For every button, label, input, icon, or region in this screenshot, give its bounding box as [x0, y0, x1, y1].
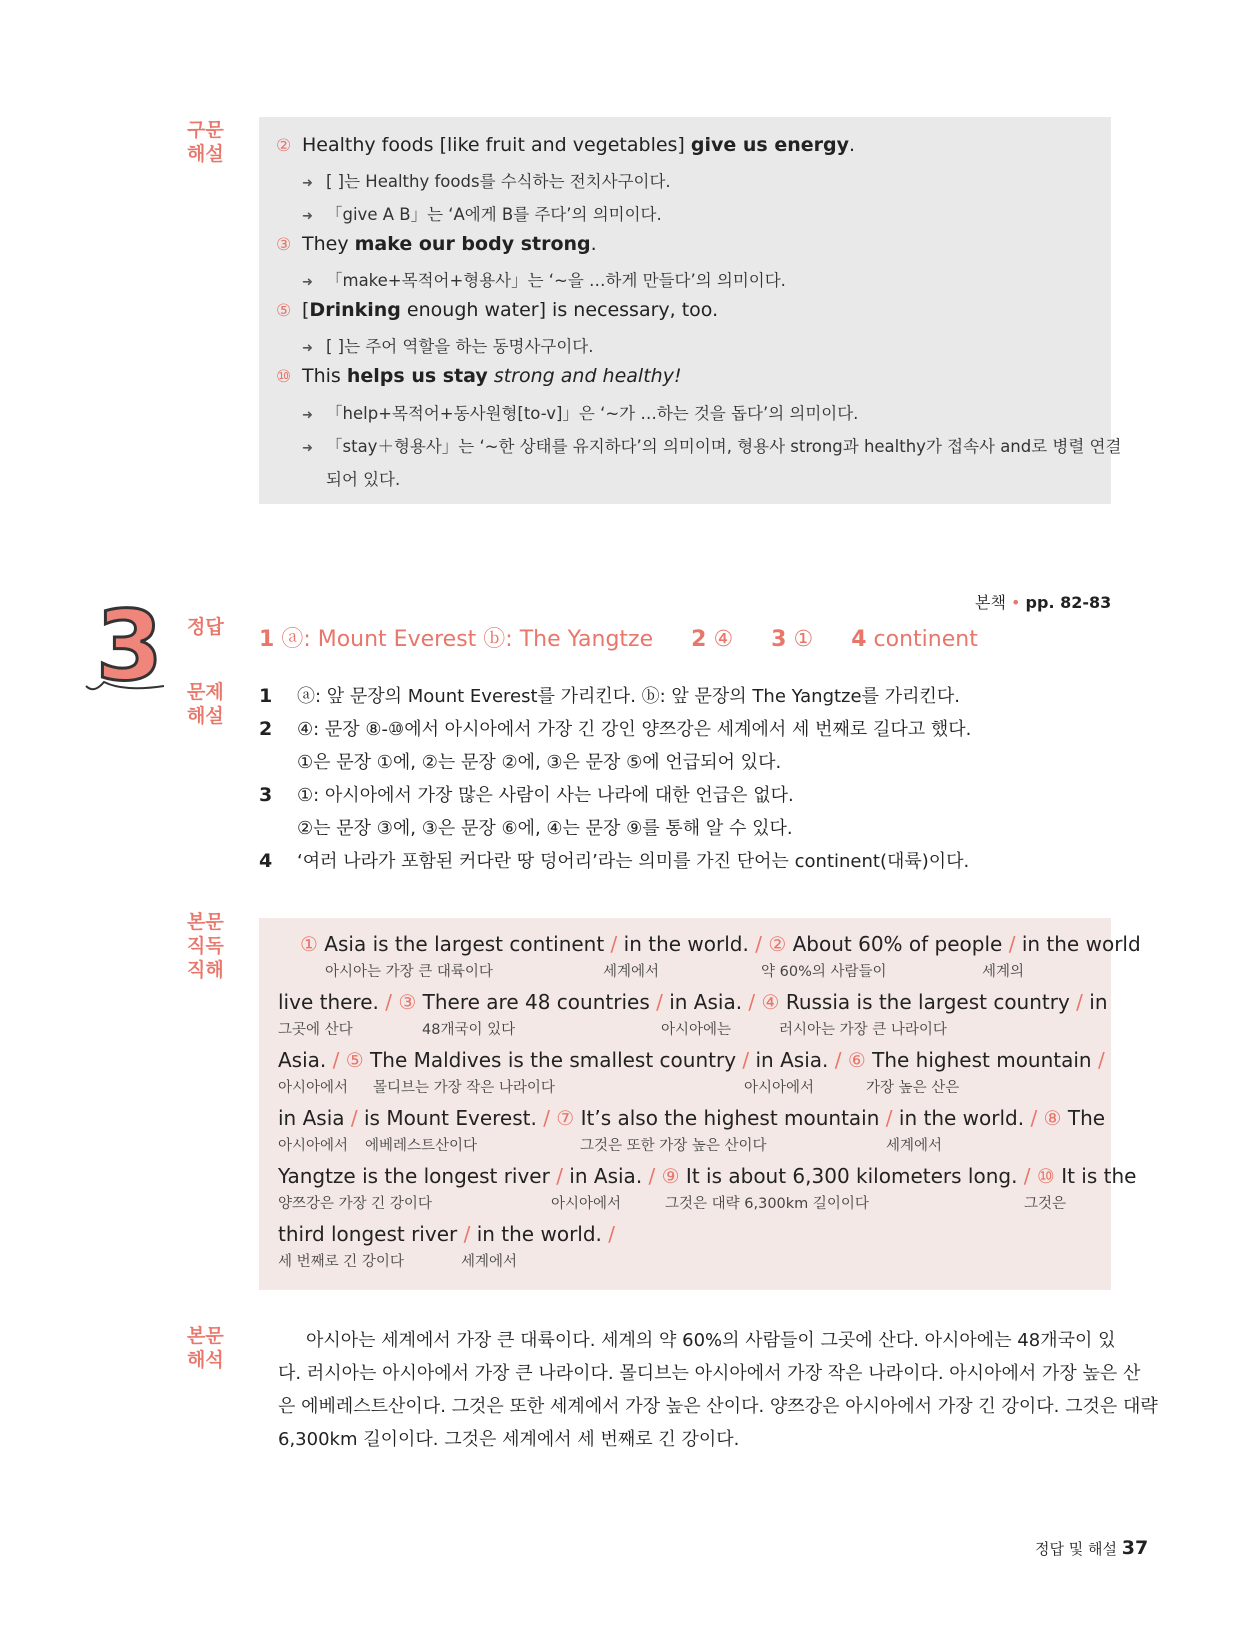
english-chunk: There are 48 countries: [416, 990, 657, 1014]
page-number: 37: [1121, 1537, 1149, 1559]
english-chunk: in the world.: [470, 1222, 609, 1246]
english-chunk: Asia.: [278, 1048, 333, 1072]
syntax-bold: give us energy: [690, 134, 849, 156]
arrow-icon: ➜: [302, 209, 313, 224]
arrow-icon: ➜: [302, 341, 313, 356]
answer-number: 2: [691, 627, 707, 652]
english-chunk: is Mount Everest.: [357, 1106, 544, 1130]
reading-korean-gloss: 러시아는 가장 큰 나라이다: [779, 1022, 947, 1038]
sentence-number: ⑧: [1037, 1106, 1062, 1130]
reading-korean-gloss: 세 번째로 긴 강이다: [278, 1254, 404, 1270]
problem-number: 1: [259, 685, 273, 707]
chunk-slash: /: [742, 1048, 750, 1072]
chunk-slash: /: [556, 1164, 563, 1188]
translation-line: 아시아는 세계에서 가장 큰 대륙이다. 세계의 약 60%의 사람들이 그곳에 산다. 아시아에는 48개국이 있: [306, 1330, 1116, 1351]
english-chunk: in the world.: [617, 932, 756, 956]
syntax-label: [187, 118, 231, 166]
sentence-number: ⑤: [339, 1048, 364, 1072]
chunk-slash: /: [755, 932, 762, 956]
sentence-number: ⑤: [276, 301, 292, 321]
problem-label: [187, 680, 231, 728]
problem-text: ⓐ: 앞 문장의 Mount Everest를 가리킨다. ⓑ: 앞 문장의 The Yangtze를 가리킨다.: [297, 686, 960, 707]
syntax-item: [276, 134, 855, 156]
english-chunk: About 60% of people: [786, 932, 1009, 956]
note-text: 「give A B」는 ‘A에게 B를 주다’의 의미이다.: [326, 205, 662, 224]
chunk-slash: /: [834, 1048, 842, 1072]
answer-number: 4: [851, 627, 867, 652]
syntax-text: .: [849, 134, 856, 156]
syntax-text: [: [302, 299, 310, 321]
chunk-slash: /: [1008, 932, 1016, 956]
chunk-slash: /: [385, 990, 392, 1014]
sentence-number: ③: [392, 990, 417, 1014]
reading-english-line: [278, 1048, 1105, 1072]
reading-korean-gloss: 아시아에서: [278, 1080, 349, 1096]
note-text: 「make+목적어+형용사」는 ‘~을 …하게 만들다’의 의미이다.: [326, 271, 786, 290]
reading-label-3: 직해: [187, 959, 224, 981]
translation-label-1: 본문: [187, 1325, 224, 1347]
reading-korean-gloss: 아시아에서: [744, 1080, 815, 1096]
english-chunk: The highest mountain: [865, 1048, 1098, 1072]
syntax-label-1: 구문: [187, 119, 224, 141]
sentence-number: ⑩: [276, 367, 292, 387]
syntax-text: Healthy foods [like fruit and vegetables]: [302, 134, 691, 156]
syntax-bold: make our body strong: [354, 233, 591, 255]
problem-label-2: 해설: [187, 705, 224, 727]
english-chunk: live there.: [278, 990, 386, 1014]
translation-label-2: 해석: [187, 1349, 224, 1371]
reading-korean-gloss: 양쯔강은 가장 긴 강이다: [278, 1196, 432, 1212]
answer-label: [187, 615, 231, 639]
english-chunk: in Asia.: [662, 990, 749, 1014]
reading-korean-gloss: 세계에서: [461, 1254, 518, 1270]
reading-korean-gloss: 약 60%의 사람들이: [761, 964, 887, 980]
problem-number: 2: [259, 718, 273, 740]
syntax-item: [276, 299, 718, 321]
syntax-bold: helps us stay: [346, 365, 488, 387]
chunk-slash: /: [332, 1048, 340, 1072]
translation-label: [187, 1324, 231, 1372]
syntax-note: [302, 201, 662, 225]
reading-korean-gloss: 아시아에서: [551, 1196, 622, 1212]
reading-english-line: [278, 1222, 615, 1246]
chunk-slash: /: [350, 1106, 358, 1130]
book-ref-label: 본책: [975, 593, 1006, 612]
reading-korean-gloss: 아시아에서: [278, 1138, 349, 1154]
chunk-slash: /: [463, 1222, 471, 1246]
problem-text-cont: ②는 문장 ③에, ③은 문장 ⑥에, ④는 문장 ⑨를 통해 알 수 있다.: [297, 818, 793, 839]
syntax-note: [302, 267, 786, 291]
chunk-slash: /: [885, 1106, 893, 1130]
answer-text: ①: [793, 627, 814, 652]
reading-label: [187, 910, 231, 982]
english-chunk: It’s also the highest mountain: [574, 1106, 886, 1130]
chunk-slash: /: [1030, 1106, 1038, 1130]
reading-korean-gloss: 가장 높은 산은: [866, 1080, 960, 1096]
chunk-slash: /: [648, 1164, 656, 1188]
chunk-slash: /: [1076, 990, 1083, 1014]
syntax-bold: Drinking: [309, 299, 401, 321]
bullet-dot: •: [1011, 593, 1021, 612]
problem-item: [259, 781, 794, 807]
note-text: 「stay＋형용사」는 ‘~한 상태를 유지하다’의 의미이며, 형용사 strong과 healthy가 접속사 and로 병렬 연결: [326, 437, 1122, 456]
syntax-text: enough water] is necessary, too.: [400, 299, 719, 321]
problem-text: ④: 문장 ⑧-⑩에서 아시아에서 가장 긴 강인 양쯔강은 세계에서 세 번째로 길다고 했다.: [297, 719, 972, 740]
answer-line: [259, 622, 978, 653]
reading-english-line: [278, 1106, 1105, 1130]
reading-korean-gloss: 그것은 또한 가장 높은 산이다: [580, 1138, 767, 1154]
reading-korean-gloss: 48개국이 있다: [422, 1022, 516, 1038]
answer-text: ⓐ: Mount Everest ⓑ: The Yangtze: [281, 627, 654, 652]
english-chunk: in: [1082, 990, 1108, 1014]
answer-number: 1: [259, 627, 275, 652]
answer-text: ④: [713, 627, 734, 652]
note-text: 「help+목적어+동사원형[to-v]」은 ‘~가 …하는 것을 돕다’의 의미이다.: [326, 404, 859, 423]
chunk-slash: /: [608, 1222, 616, 1246]
reading-korean-gloss: 세계에서: [603, 964, 660, 980]
syntax-text: .: [590, 233, 597, 255]
sentence-number: ⑩: [1030, 1164, 1055, 1188]
note-text: [ ]는 Healthy foods를 수식하는 전치사구이다.: [326, 172, 671, 191]
reading-english-line: [278, 990, 1108, 1014]
english-chunk: The Maldives is the smallest country: [363, 1048, 743, 1072]
reading-label-2: 직독: [187, 935, 224, 957]
english-chunk: Yangtze is the longest river: [278, 1164, 557, 1188]
reading-korean-gloss: 몰디브는 가장 작은 나라이다: [373, 1080, 555, 1096]
syntax-note: [302, 433, 1121, 457]
sentence-number: ⑦: [549, 1106, 575, 1130]
reading-korean-gloss: 세계에서: [886, 1138, 943, 1154]
syntax-text: They: [302, 233, 355, 255]
syntax-note: [302, 400, 858, 424]
english-chunk: Asia is the largest continent: [317, 932, 611, 956]
reading-korean-gloss: 아시아는 가장 큰 대륙이다: [325, 964, 493, 980]
arrow-icon: ➜: [302, 408, 313, 423]
problem-text-cont: ①은 문장 ①에, ②는 문장 ②에, ③은 문장 ⑤에 언급되어 있다.: [297, 752, 782, 773]
reading-korean-gloss: 그것은 대략 6,300km 길이이다: [665, 1196, 869, 1212]
syntax-item: [276, 233, 597, 255]
syntax-label-2: 해설: [187, 143, 224, 165]
english-chunk: Russia is the largest country: [779, 990, 1077, 1014]
chunk-slash: /: [1023, 1164, 1031, 1188]
sentence-number: ②: [761, 932, 787, 956]
syntax-note-cont: 되어 있다.: [326, 470, 401, 489]
reading-korean-gloss: 세계의: [982, 964, 1025, 980]
sentence-number: ②: [276, 136, 292, 156]
reading-korean-gloss: 에베레스트산이다: [365, 1138, 478, 1154]
arrow-icon: ➜: [302, 176, 313, 191]
note-text: [ ]는 주어 역할을 하는 동명사구이다.: [326, 337, 594, 356]
sentence-number: ⑨: [655, 1164, 680, 1188]
english-chunk: in Asia.: [562, 1164, 649, 1188]
arrow-icon: ➜: [302, 275, 313, 290]
chunk-slash: /: [748, 990, 756, 1014]
problem-number: 4: [259, 850, 273, 872]
syntax-note: [302, 333, 594, 357]
sentence-number: ①: [300, 932, 318, 956]
english-chunk: third longest river: [278, 1222, 464, 1246]
translation-line: 다. 러시아는 아시아에서 가장 큰 나라이다. 몰디브는 아시아에서 가장 작은 나라이다. 아시아에서 가장 높은 산: [278, 1363, 1141, 1384]
sentence-number: ⑥: [841, 1048, 866, 1072]
sentence-number: ③: [276, 235, 292, 255]
arrow-icon: ➜: [302, 441, 313, 456]
english-chunk: in Asia: [278, 1106, 351, 1130]
problem-text: ‘여러 나라가 포함된 커다란 땅 덩어리’라는 의미를 가진 단어는 continent(대륙)이다.: [297, 851, 970, 872]
english-chunk: It is about 6,300 kilometers long.: [679, 1164, 1024, 1188]
syntax-note: [302, 168, 671, 192]
answer-text: continent: [873, 627, 978, 652]
translation-line: 은 에베레스트산이다. 그것은 또한 세계에서 가장 높은 산이다. 양쯔강은 아시아에서 가장 긴 강이다. 그것은 대략: [278, 1396, 1158, 1417]
reading-label-1: 본문: [187, 911, 224, 933]
problem-item: [259, 682, 960, 708]
problem-item: [259, 715, 971, 741]
problem-text: ①: 아시아에서 가장 많은 사람이 사는 나라에 대한 언급은 없다.: [297, 785, 794, 806]
footer-label: 정답 및 해설: [1035, 1540, 1117, 1558]
reading-english-line: [278, 1164, 1136, 1188]
sentence-number: ④: [755, 990, 780, 1014]
english-chunk: in the world: [1015, 932, 1141, 956]
answer-number: 3: [771, 627, 787, 652]
reading-korean-gloss: 그것은: [1024, 1196, 1067, 1212]
reading-korean-gloss: 그곳에 산다: [278, 1022, 353, 1038]
syntax-item: [276, 365, 682, 387]
book-ref-pages: pp. 82-83: [1025, 593, 1112, 612]
reading-korean-gloss: 아시아에는: [661, 1022, 732, 1038]
translation-line: 6,300km 길이이다. 그것은 세계에서 세 번째로 긴 강이다.: [278, 1429, 740, 1450]
chunk-slash: /: [1097, 1048, 1105, 1072]
reading-english-line: [300, 932, 1141, 956]
problem-label-1: 문제: [187, 681, 224, 703]
answer-label-text: 정답: [187, 616, 224, 638]
syntax-text: This: [302, 365, 347, 387]
book-reference: [975, 590, 1111, 613]
english-chunk: It is the: [1054, 1164, 1137, 1188]
section-number-underline: [84, 672, 166, 694]
page-footer: [1035, 1537, 1148, 1559]
section-number: 3: [96, 590, 163, 702]
english-chunk: The: [1061, 1106, 1106, 1130]
chunk-slash: /: [610, 932, 618, 956]
problem-number: 3: [259, 784, 273, 806]
english-chunk: in Asia.: [749, 1048, 835, 1072]
problem-item: [259, 847, 969, 873]
chunk-slash: /: [543, 1106, 550, 1130]
syntax-text: strong and healthy!: [487, 365, 682, 387]
chunk-slash: /: [656, 990, 663, 1014]
english-chunk: in the world.: [892, 1106, 1031, 1130]
